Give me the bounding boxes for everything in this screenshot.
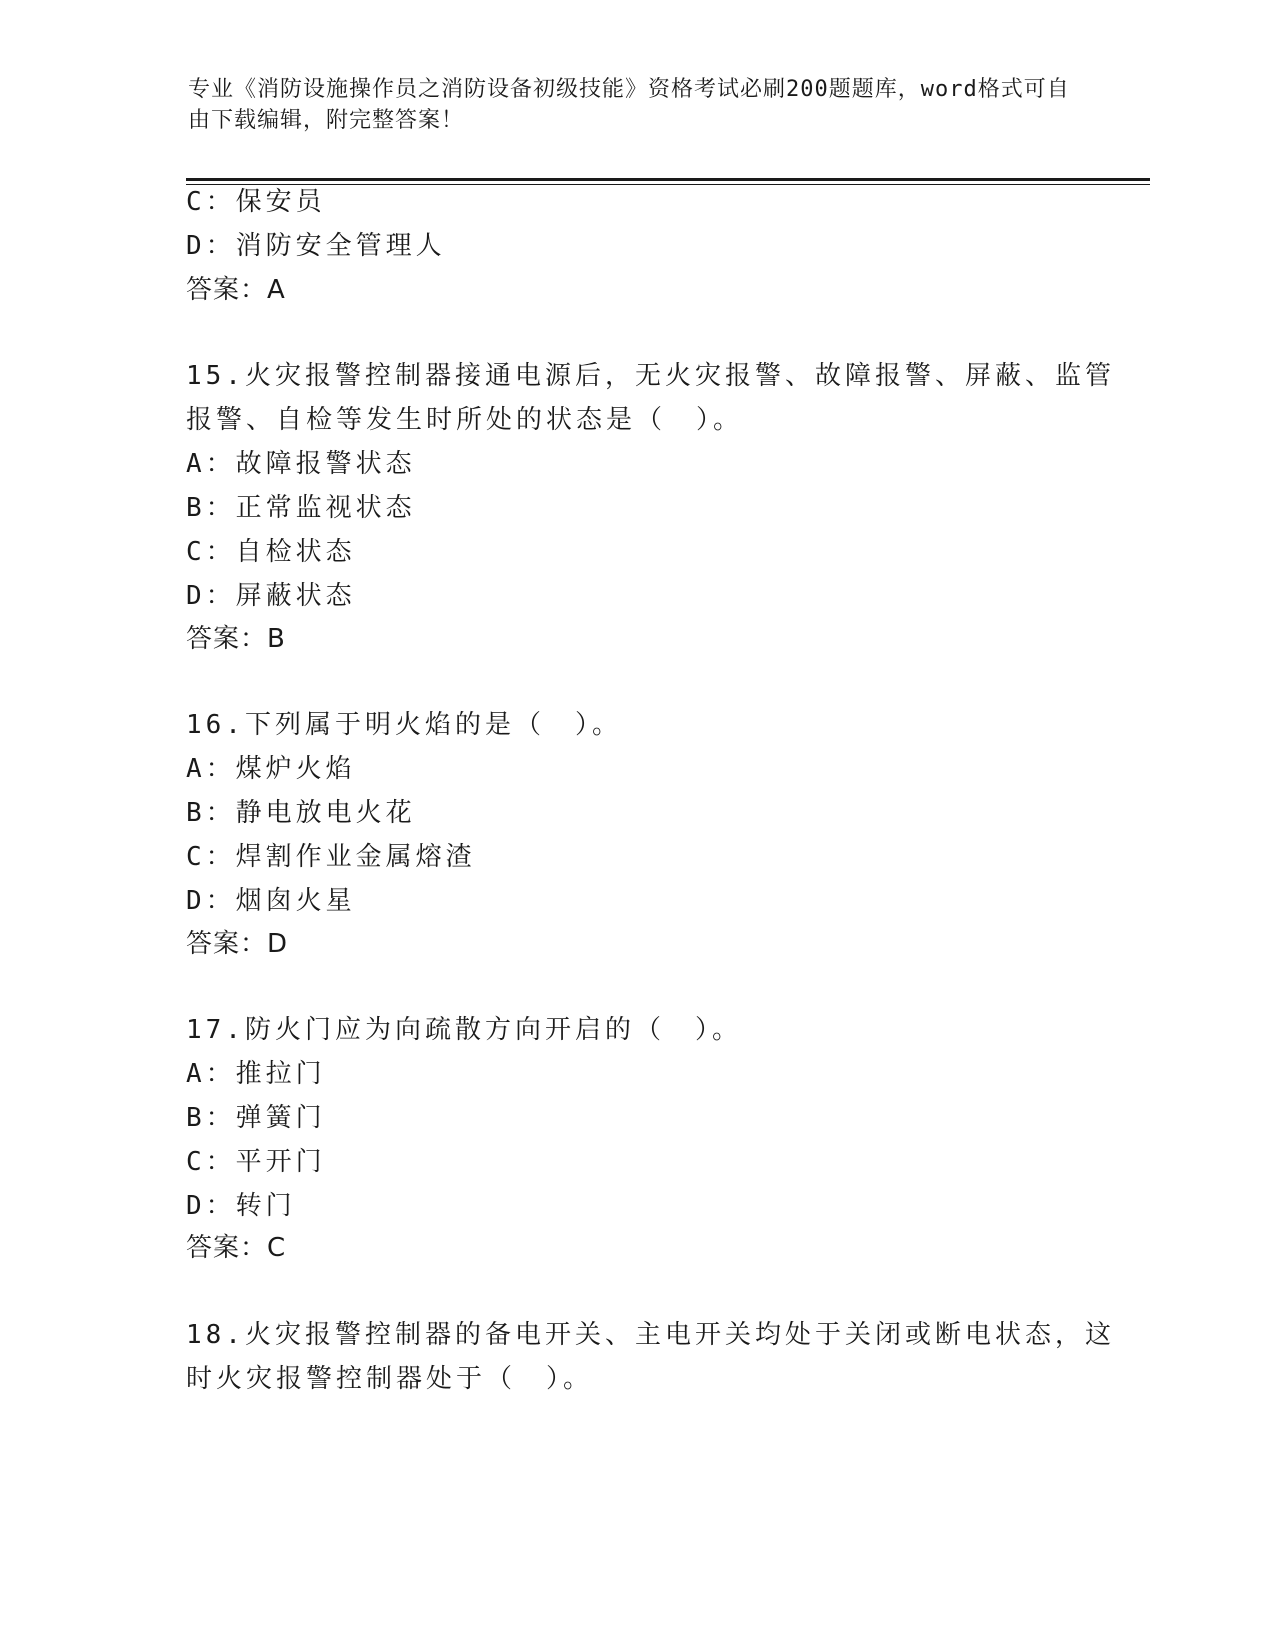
q15-option-b: B：正常监视状态 [186, 493, 416, 523]
q18-stem-line2: 时火灾报警控制器处于（ ）。 [186, 1364, 594, 1394]
q17-option-c: C：平开门 [186, 1147, 326, 1177]
q18-stem-line1: 18.火灾报警控制器的备电开关、主电开关均处于关闭或断电状态，这 [186, 1320, 1115, 1350]
q16-option-c: C：焊割作业金属熔渣 [186, 842, 476, 872]
header-divider-thick [186, 178, 1150, 181]
prev-option-d: D：消防安全管理人 [186, 231, 446, 261]
q17-stem-line1: 17.防火门应为向疏散方向开启的（ ）。 [186, 1015, 742, 1045]
q16-option-a: A：煤炉火焰 [186, 754, 356, 784]
q15-stem-line1: 15.火灾报警控制器接通电源后，无火灾报警、故障报警、屏蔽、监管 [186, 361, 1115, 391]
prev-option-c: C：保安员 [186, 187, 326, 217]
header-divider-thin [186, 184, 1150, 185]
prev-answer: 答案：A [186, 275, 286, 305]
q15-option-a: A：故障报警状态 [186, 449, 416, 479]
q16-answer: 答案：D [186, 929, 289, 959]
q16-stem-line1: 16.下列属于明火焰的是（ ）。 [186, 710, 622, 740]
q17-option-b: B：弹簧门 [186, 1103, 326, 1133]
q16-option-b: B：静电放电火花 [186, 798, 416, 828]
q15-stem-line2: 报警、自检等发生时所处的状态是（ ）。 [186, 405, 744, 435]
document-header: 专业《消防设施操作员之消防设备初级技能》资格考试必刷200题题库，word格式可自由下载编辑，附完整答案！ [188, 77, 1070, 133]
q17-option-d: D：转门 [186, 1191, 296, 1221]
q15-option-d: D：屏蔽状态 [186, 581, 356, 611]
q16-option-d: D：烟囱火星 [186, 886, 356, 916]
q17-option-a: A：推拉门 [186, 1059, 326, 1089]
q17-answer: 答案：C [186, 1233, 287, 1263]
q15-option-c: C：自检状态 [186, 537, 356, 567]
q15-answer: 答案：B [186, 624, 286, 654]
